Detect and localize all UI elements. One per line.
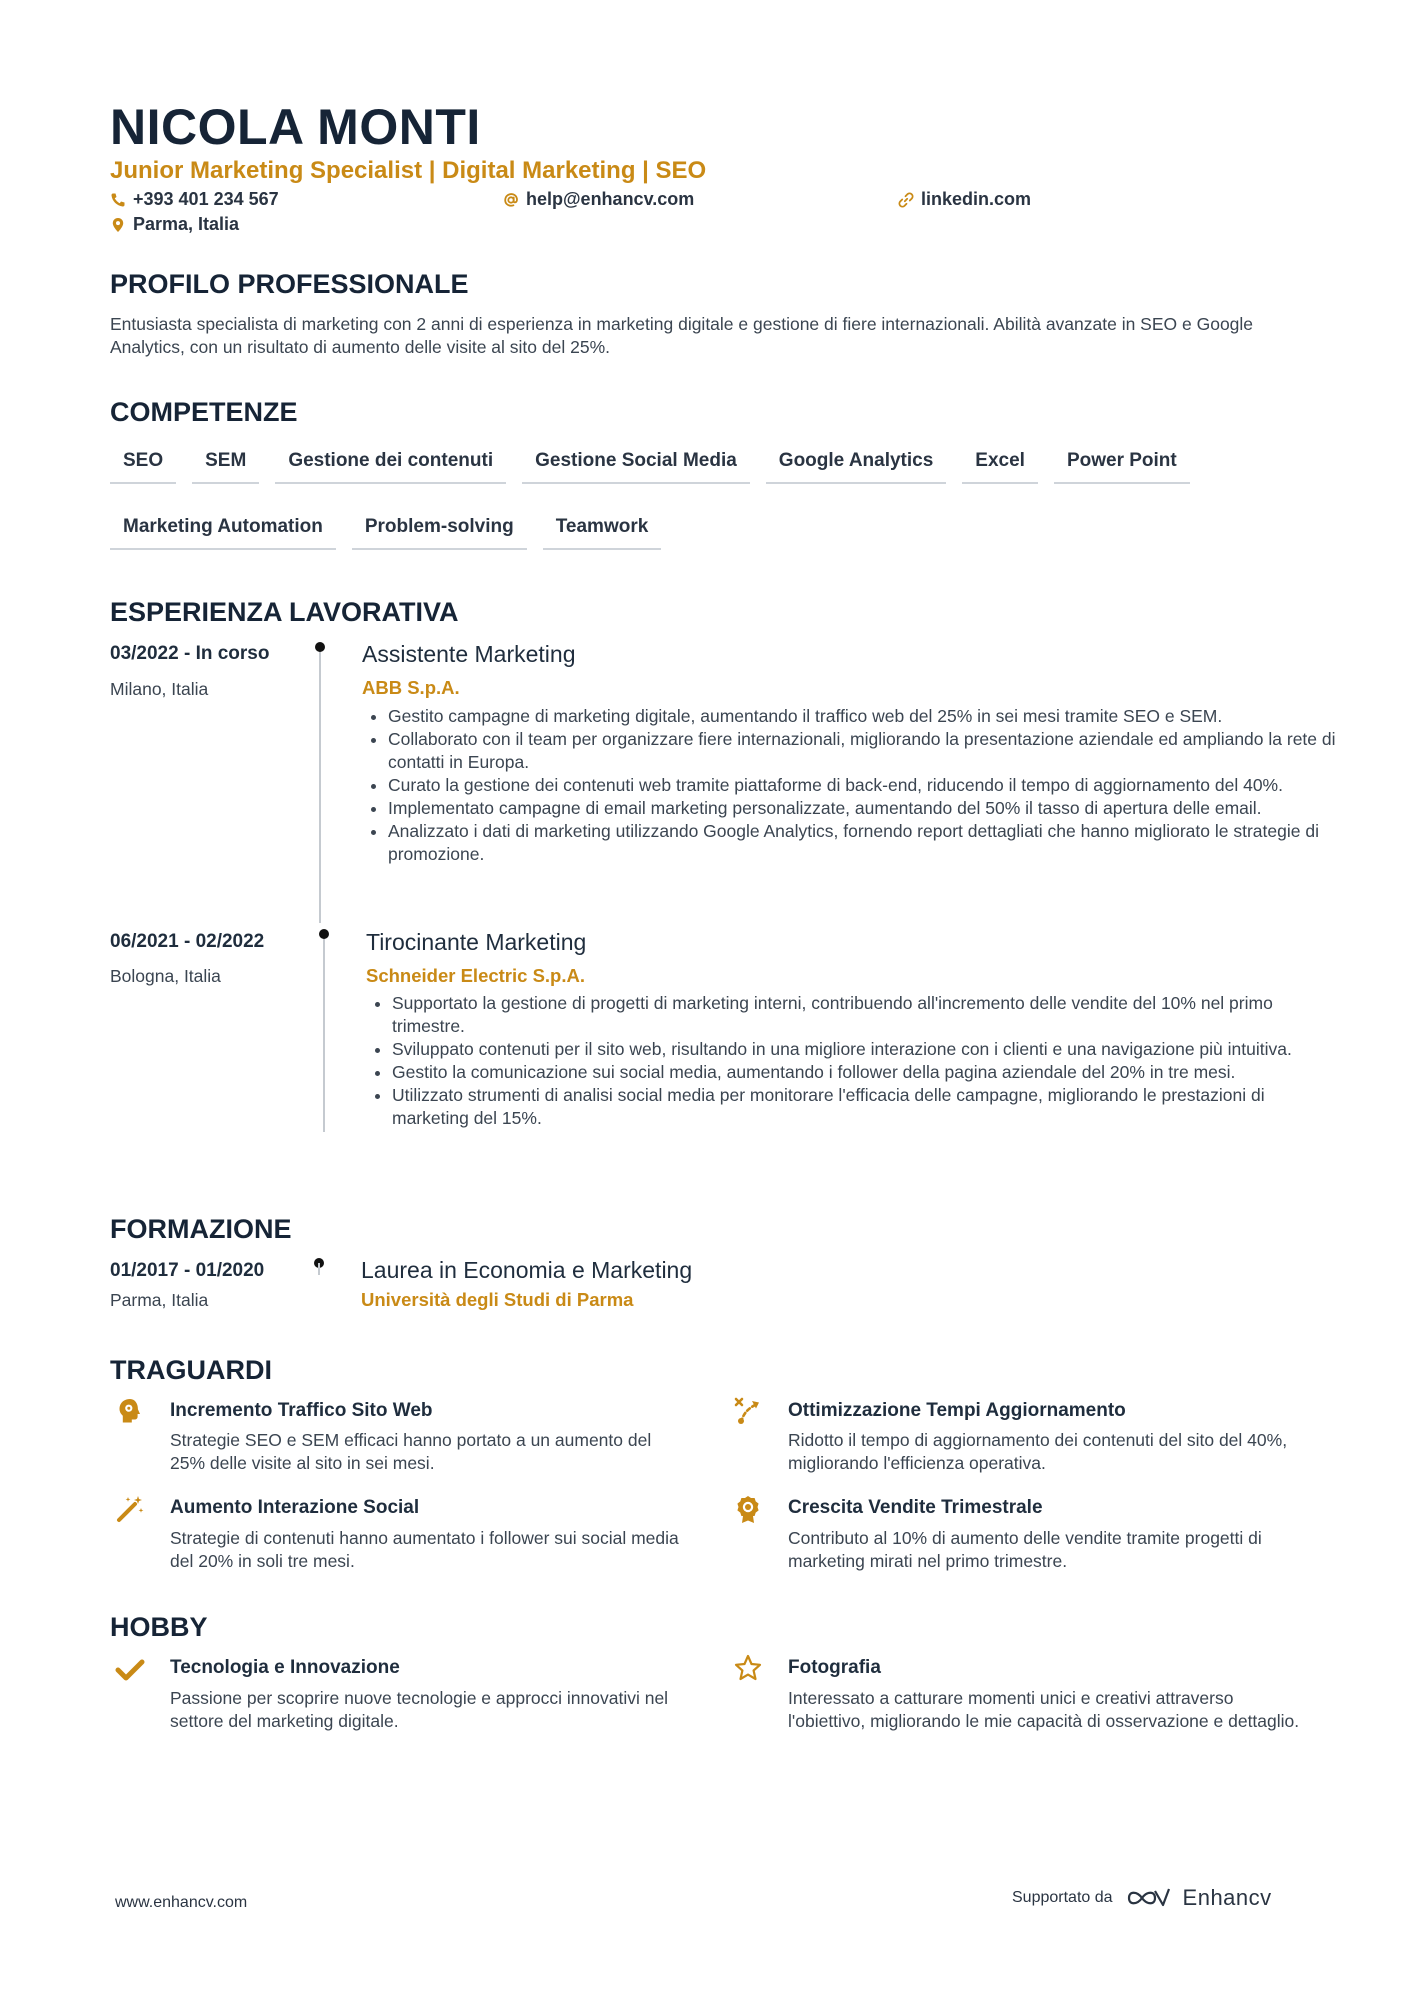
- timeline-dot: [319, 929, 329, 939]
- timeline-line: [323, 935, 325, 1132]
- footer-brand-name: Enhancv: [1182, 1885, 1272, 1910]
- achievement-title: Aumento Interazione Social: [170, 1497, 420, 1518]
- phone-icon: [110, 192, 126, 208]
- job-bullet: • Sviluppato contenuti per il sito web, risultando in una migliore interazione con i clienti e una navigazione più intuitiva.: [392, 1038, 1332, 1061]
- education-dates: 01/2017 - 01/2020: [110, 1260, 265, 1281]
- section-title-profile: PROFILO PROFESSIONALE: [110, 269, 469, 299]
- education-degree: Laurea in Economia e Marketing: [361, 1257, 693, 1283]
- timeline-line: [319, 648, 321, 923]
- award-medal-icon: [733, 1494, 763, 1529]
- skill-tag: SEM: [192, 446, 259, 484]
- skill-tag: Marketing Automation: [110, 512, 336, 550]
- contact-email[interactable]: [503, 189, 694, 210]
- star-icon: [733, 1653, 763, 1688]
- skill-tag: Excel: [962, 446, 1038, 484]
- job-title: Assistente Marketing: [362, 641, 576, 667]
- timeline-dot: [315, 642, 325, 652]
- job-bullets: [366, 992, 1332, 1130]
- job-bullet: • Analizzato i dati di marketing utilizzando Google Analytics, fornendo report dettagliati che hanno migliorato le strategie di promozione.: [388, 820, 1338, 866]
- job-location: Bologna, Italia: [110, 966, 221, 986]
- job-bullet: • Collaborato con il team per organizzare fiere internazionali, migliorando la presentazione aziendale ed ampliando la rete di contatti in Europa.: [388, 728, 1338, 774]
- skill-tag: Gestione dei contenuti: [275, 446, 506, 484]
- at-sign-icon: [503, 192, 519, 208]
- job-bullet: • Curato la gestione dei contenuti web tramite piattaforme di back-end, riducendo il tempo di aggiornamento del 40%.: [388, 774, 1338, 797]
- timeline-line: [318, 1263, 320, 1275]
- job-bullets: [362, 705, 1338, 866]
- job-dates: 06/2021 - 02/2022: [110, 931, 265, 952]
- achievement-description: Strategie di contenuti hanno aumentato i follower sui social media del 20% in soli tre mesi.: [170, 1528, 679, 1571]
- job-dates: 03/2022 - In corso: [110, 643, 270, 664]
- enhancv-logo-icon: [1125, 1885, 1171, 1911]
- magic-wand-icon: [115, 1494, 145, 1529]
- footer-website[interactable]: www.enhancv.com: [115, 1894, 248, 1911]
- job-bullet: • Implementato campagne di email marketing personalizzate, aumentando del 50% il tasso di apertura delle email.: [388, 797, 1338, 820]
- skill-tag: Problem-solving: [352, 512, 527, 550]
- hobby-description: Passione per scoprire nuove tecnologie e approcci innovativi nel settore del marketing digitale.: [170, 1688, 669, 1731]
- link-icon: [898, 192, 914, 208]
- skills-list: [110, 446, 1310, 550]
- job-company: Schneider Electric S.p.A.: [366, 965, 585, 986]
- job-location: Milano, Italia: [110, 679, 209, 699]
- job-bullet: • Gestito campagne di marketing digitale, aumentando il traffico web del 25% in sei mesi tramite SEO e SEM.: [388, 705, 1338, 728]
- route-arrow-icon: [733, 1396, 763, 1431]
- hobby-title: Fotografia: [788, 1657, 881, 1678]
- achievement-description: Strategie SEO e SEM efficaci hanno portato a un aumento del 25% delle visite al sito in sei mesi.: [170, 1430, 652, 1473]
- phone-text: +393 401 234 567: [133, 189, 279, 209]
- contact-location: [110, 214, 239, 235]
- candidate-name: NICOLA MONTI: [110, 99, 481, 155]
- hobby-title: Tecnologia e Innovazione: [170, 1657, 400, 1678]
- skill-tag: Power Point: [1054, 446, 1190, 484]
- website-text[interactable]: linkedin.com: [921, 189, 1032, 209]
- achievement-description: Ridotto il tempo di aggiornamento dei contenuti del sito del 40%, migliorando l'efficienza operativa.: [788, 1430, 1288, 1473]
- skill-tag: Google Analytics: [766, 446, 947, 484]
- candidate-headline: Junior Marketing Specialist | Digital Marketing | SEO: [110, 157, 707, 184]
- skill-tag: Teamwork: [543, 512, 662, 550]
- location-text: Parma, Italia: [133, 214, 240, 234]
- brain-head-icon: [115, 1396, 145, 1431]
- education-location: Parma, Italia: [110, 1290, 209, 1310]
- achievement-title: Ottimizzazione Tempi Aggiornamento: [788, 1400, 1126, 1421]
- checkmark-icon: [115, 1655, 145, 1690]
- skill-tag: SEO: [110, 446, 176, 484]
- section-title-skills: COMPETENZE: [110, 397, 298, 427]
- education-school: Università degli Studi di Parma: [361, 1289, 634, 1310]
- skill-tag: Gestione Social Media: [522, 446, 750, 484]
- job-title: Tirocinante Marketing: [366, 929, 587, 955]
- hobby-description: Interessato a catturare momenti unici e creativi attraverso l'obiettivo, migliorando le mie capacità di osservazione e dettaglio.: [788, 1688, 1300, 1731]
- contact-phone: [110, 189, 279, 210]
- footer-brand: [1012, 1885, 1272, 1911]
- contact-website[interactable]: [898, 189, 1031, 210]
- section-title-experience: ESPERIENZA LAVORATIVA: [110, 597, 459, 627]
- achievement-title: Crescita Vendite Trimestrale: [788, 1497, 1043, 1518]
- location-pin-icon: [110, 217, 126, 233]
- section-title-hobbies: HOBBY: [110, 1612, 208, 1642]
- email-text[interactable]: help@enhancv.com: [526, 189, 695, 209]
- section-title-achievements: TRAGUARDI: [110, 1355, 272, 1385]
- profile-summary: Entusiasta specialista di marketing con 2 anni di esperienza in marketing digitale e gestione di fiere internazionali. Abilità avanzate in SEO e Google Analytics, con un risultato di aumento delle visite al sito del 25%.: [110, 314, 1254, 357]
- section-title-education: FORMAZIONE: [110, 1214, 292, 1244]
- achievement-description: Contributo al 10% di aumento delle vendite tramite progetti di marketing mirati nel primo trimestre.: [788, 1528, 1262, 1571]
- job-bullet: • Utilizzato strumenti di analisi social media per monitorare l'efficacia delle campagne, migliorando le prestazioni di marketing del 15%.: [392, 1084, 1332, 1130]
- job-bullet: • Gestito la comunicazione sui social media, aumentando i follower della pagina aziendale del 20% in tre mesi.: [392, 1061, 1332, 1084]
- job-bullet: • Supportato la gestione di progetti di marketing interni, contribuendo all'incremento delle vendite del 10% nel primo trimestre.: [392, 992, 1332, 1038]
- achievement-title: Incremento Traffico Sito Web: [170, 1400, 433, 1421]
- footer-supported-by: Supportato da: [1012, 1889, 1113, 1906]
- job-company: ABB S.p.A.: [362, 677, 460, 698]
